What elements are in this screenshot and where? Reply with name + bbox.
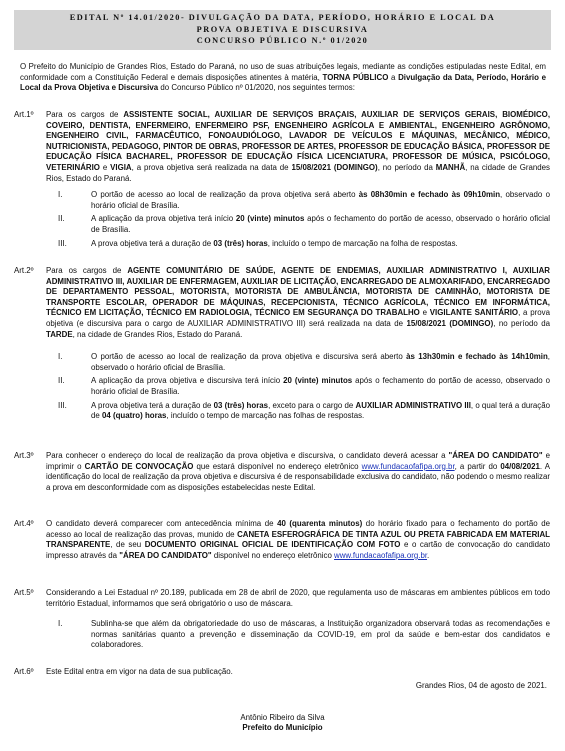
article-number: Art.6º bbox=[14, 667, 34, 676]
signer-name: Antônio Ribeiro da Silva bbox=[240, 713, 325, 722]
article-body: Considerando a Lei Estadual nº 20.189, publicada em 28 de abril de 2020, que regulamenta uso de máscaras em ambientes públicos em todo território Estadual, informamos que será obrigatório o uso de máscara. bbox=[46, 588, 550, 608]
list-item: I. O portão de acesso ao local de realização da prova objetiva e discursiva será aberto às 13h30min e fechado às 14h10min, observado o horário oficial de Brasília. bbox=[58, 352, 550, 372]
article-items bbox=[46, 190, 550, 249]
article-number: Art.4º bbox=[14, 519, 34, 528]
signer-role: Prefeito do Município bbox=[242, 723, 323, 732]
article-4 bbox=[14, 519, 550, 561]
header-title: EDITAL Nº 14.01/2020- DIVULGAÇÃO DA DATA, PERÍODO, HORÁRIO E LOCAL DA bbox=[69, 13, 496, 22]
article-number: Art.1º bbox=[14, 110, 34, 119]
article-2 bbox=[14, 266, 550, 425]
list-item: III. A prova objetiva terá a duração de 03 (três) horas, incluído o tempo de marcação na folha de respostas. bbox=[58, 238, 458, 248]
article-3 bbox=[14, 451, 550, 493]
article-body: Para os cargos de ASSISTENTE SOCIAL, AUXILIAR DE SERVIÇOS BRAÇAIS, AUXILIAR DE SERVIÇOS GERAIS, BIOMÉDICO, COVEIRO, DENTISTA, ENFERMEIRO, ENFERMEIRO PSF, ENGENHEIRO AGRÍCOLA E AMBIENTAL, ENGENHEIRO AGRÔNOMO, ENGENHEIRO CIVIL, FARMACÊUTICO, FONOAUDIÓLOGO, LAVADOR DE VEÍCULOS E MÁQUINAS, MECÂNICO, MÉDICO, NUTRICIONISTA, PEDAGOGO, PINTOR DE OBRAS, PROFESSOR DE ARTES, PROFESSOR DE EDUCAÇÃO BÁSICA, PROFESSOR DE EDUCAÇÃO FÍSICA BACHAREL, PROFESSOR DE EDUCAÇÃO FÍSICA LICENCIATURA, PROFESSOR DE MÚSICA, PSICÓLOGO, VETERINÁRIO e VIGIA, a prova objetiva será realizada na data de 15/08/2021 (DOMINGO), no período da MANHÃ, na cidade de Grandes Rios, Estado do Paraná. bbox=[46, 110, 551, 183]
article-number: Art.3º bbox=[14, 451, 34, 460]
article-body: Para os cargos de AGENTE COMUNITÁRIO DE SAÚDE, AGENTE DE ENDEMIAS, AUXILIAR ADMINISTRATIVO I, AUXILIAR ADMINISTRATIVO III, AUXILIAR DE ENFERMAGEM, AUXILIAR DE LICITAÇÃO, ENCARREGADO DE ALMOXARIFADO, ENCARREGADO DE DEPARTAMENTO PESSOAL, MOTORISTA, MOTORISTA DE AMBULÂNCIA, MOTORISTA DE CAMINHÃO, MOTORISTA DE TRANSPORTE ESCOLAR, OPERADOR DE MÁQUINAS, RECEPCIONISTA, TÉCNICO AGRÍCOLA, TÉCNICO EM INFORMÁTICA, TÉCNICO EM LICITAÇÃO, TÉCNICO EM RADIOLOGIA, TÉCNICO EM SEGURANÇA DO TRABALHO e VIGILANTE SANITÁRIO, a prova objetiva (e discursiva para o cargo de AUXILIAR ADMINISTRATIVO III) será realizada na data de 15/08/2021 (DOMINGO), no período da TARDE, na cidade de Grandes Rios, Estado do Paraná. bbox=[46, 266, 550, 339]
article-5 bbox=[14, 588, 550, 654]
list-item: III. A prova objetiva terá a duração de 03 (três) horas, exceto para o cargo de AUXILIAR ADMINISTRATIVO III, o qual terá a duração de 04 (quatro) horas, incluído o tempo de marcação nas folhas de respostas. bbox=[58, 400, 551, 421]
header-contest: CONCURSO PÚBLICO N.º 01/2020 bbox=[196, 36, 369, 45]
article-body: O candidato deverá comparecer com antecedência mínima de 40 (quarenta minutos) do horário fixado para o fechamento do portão de acesso ao local de realização das provas, munido de CANETA ESFEROGRÁFICA DE TINTA AZUL OU PRETA FABRICADA EM MATERIAL TRANSPARENTE, de seu DOCUMENTO ORIGINAL OFICIAL DE IDENTIFICAÇÃO COM FOTO e o cartão de convocação do candidato impresso através da "ÁREA DO CANDIDATO" disponível no endereço eletrônico www.fundacaofafipa.org.br. bbox=[46, 519, 550, 560]
article-6 bbox=[14, 667, 550, 678]
document-header bbox=[14, 10, 551, 50]
intro-paragraph: O Prefeito do Município de Grandes Rios, Estado do Paraná, no uso de suas atribuições legais, mediante as condições estipuladas neste Edital, em conformidade com a Constituição Federal e demais disposições atinentes à matéria, TORNA PÚBLICO a Divulgação da Data, Período, Horário e Local da Prova Objetiva e Discursiva do Concurso Público nº 01/2020, nos seguintes termos: bbox=[20, 62, 546, 93]
document-date: Grandes Rios, 04 de agosto de 2021. bbox=[415, 681, 547, 690]
list-item: I. Sublinha-se que além da obrigatoriedade do uso de máscaras, a Instituição organizadora observará todas as recomendações e normas sanitárias quanto a prevenção e disseminação da COVID-19, em prol da saúde e bem-estar dos candidatos e colaboradores. bbox=[58, 619, 550, 650]
list-item: I. O portão de acesso ao local de realização da prova objetiva será aberto às 08h30min e fechado às 09h10min, observado o horário oficial de Brasília. bbox=[58, 190, 550, 210]
article-1 bbox=[14, 110, 550, 252]
list-item: II. A aplicação da prova objetiva e discursiva terá início 20 (vinte) minutos após o fechamento do portão de acesso, observado o horário oficial de Brasília. bbox=[58, 376, 550, 396]
fafipa-link[interactable]: www.fundacaofafipa.org.br bbox=[361, 461, 455, 471]
article-items bbox=[46, 619, 550, 651]
article-body: Este Edital entra em vigor na data de sua publicação. bbox=[46, 667, 233, 676]
list-item: II. A aplicação da prova objetiva terá início 20 (vinte) minutos após o fechamento do portão de acesso, observado o horário oficial de Brasília. bbox=[58, 214, 550, 234]
header-subtitle: PROVA OBJETIVA E DISCURSIVA bbox=[196, 24, 369, 34]
article-number: Art.2º bbox=[14, 266, 34, 275]
fafipa-link[interactable]: www.fundacaofafipa.org.br bbox=[334, 550, 428, 560]
article-items bbox=[46, 352, 550, 422]
article-body: Para conhecer o endereço do local de realização da prova objetiva e discursiva, o candidato deverá acessar a "ÁREA DO CANDIDATO" e imprimir o CARTÃO DE CONVOCAÇÃO que estará disponível no endereço eletrônico www.fundacaofafipa.org.br, a partir do 04/08/2021. A identificação do local de realização da prova objetiva e discursiva é de responsabilidade exclusiva do candidato, não podendo o mesmo realizar a prova em desconformidade com as disposições estabelecidas neste Edital. bbox=[46, 451, 550, 492]
article-number: Art.5º bbox=[14, 588, 34, 597]
